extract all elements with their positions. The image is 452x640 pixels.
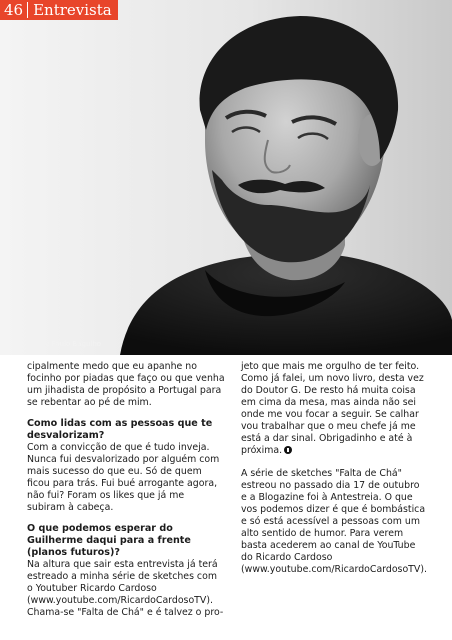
photo-credit: Fotos: Paulo Bagulho — [28, 340, 102, 348]
article-column-right — [241, 361, 427, 576]
header-divider — [27, 2, 28, 18]
interview-question: Como lidas com as pessoas que te desvalorizam? — [27, 418, 213, 441]
article-paragraph — [241, 361, 427, 457]
article-paragraph: A série de sketches "Falta de Chá" estreou no passado dia 17 de outubro e a Blogazine foi à Antestreia. O que vos podemos dizer é que é bombástica e só está acessível a pessoas com um alto sentido de humor. Para verem basta acederem ao canal de YouTube do Ricardo Cardoso (www.youtube.com/RicardoCardosoTV). — [241, 468, 427, 575]
interview-answer: Na altura que sair esta entrevista já terá estreado a minha série de sketches com o Youtuber Ricardo Cardoso (www.youtube.com/RicardoCardosoTV). Chama-se "Falta de Chá" e é talvez o pro- — [27, 559, 224, 618]
article-paragraph: cipalmente medo que eu apanhe no focinho por piadas que faço ou que venha um jihadista de propósito a Portugal para se rebentar ao pé de mim. — [27, 361, 225, 408]
article-paragraph-text: jeto que mais me orgulho de ter feito. Como já falei, um novo livro, desta vez do Doutor G. De resto há muita coisa em cima da mesa, mas ainda não sei onde me vou focar a seguir. Se calhar vou trabalhar que o meu chefe já me está a dar sinal. Obrigadinho e até à próxima. — [241, 361, 424, 456]
article-column-left — [27, 361, 225, 619]
section-header — [0, 0, 118, 20]
section-title: Entrevista — [33, 1, 112, 19]
interview-question: O que podemos esperar do Guilherme daqui para a frente (planos futuros)? — [27, 523, 191, 558]
end-of-article-icon — [284, 446, 292, 454]
interview-answer: Com a convicção de que é tudo inveja. Nunca fui desvalorizado por alguém com mais sucesso do que eu. Só de quem ficou para trás. Fui bué arrogante agora, não fui? Foram os likes que já me subiram à cabeça. — [27, 442, 220, 513]
page-number: 46 — [4, 1, 24, 19]
